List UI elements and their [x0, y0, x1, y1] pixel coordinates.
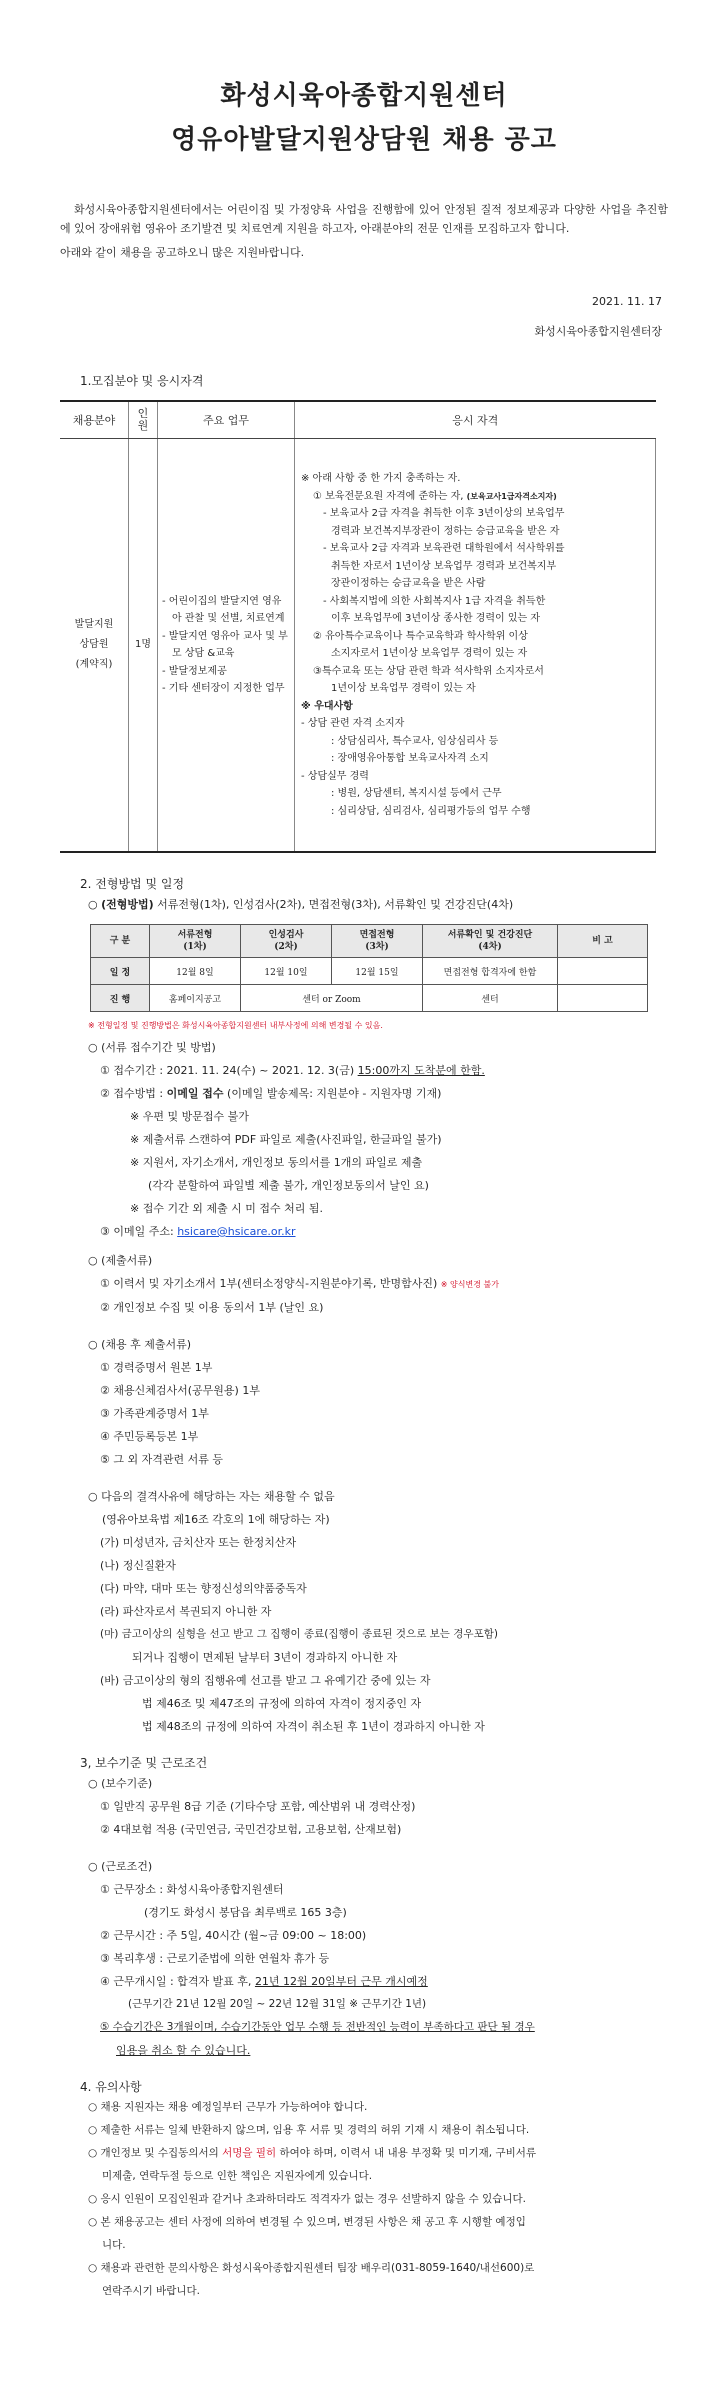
receipt-note: ※ 우편 및 방문접수 불가 [130, 1110, 249, 1123]
field-cell [60, 439, 129, 853]
doc-note: ※ 양식변경 불가 [440, 1280, 499, 1289]
note-item: ○ 제출한 서류는 일체 반환하지 않으며, 임용 후 서류 및 경력의 허위 기재 시 채용이 취소됩니다. [88, 2124, 530, 2136]
label-text: (보수기준) [101, 1777, 153, 1790]
disq-item: (가) 미성년자, 금치산자 또는 한정치산자 [100, 1536, 297, 1549]
note-item: 미제출, 연락두절 등으로 인한 책임은 지원자에게 있습니다. [102, 2170, 373, 2182]
qual-note: (보육교사1급자격소지자) [466, 491, 557, 501]
qual-line: 소지자로서 1년이상 보육업무 경력이 있는 자 [331, 648, 528, 659]
center-title: 화성시육아종합지원센터 [220, 81, 508, 111]
work-item: (경기도 화성시 봉담읍 최루백로 165 3층) [144, 1906, 347, 1919]
work-item: ① 근무장소 : 화성시육아종합지원센터 [100, 1883, 284, 1896]
header-text: 면접전형 [359, 930, 395, 940]
work-item [88, 1970, 668, 1993]
work-item: 임용을 취소 할 수 있습니다. [116, 2044, 251, 2057]
schedule-cell: 홈페이지공고 [150, 985, 241, 1012]
issuer: 화성시육아종합지원센터장 [534, 325, 662, 338]
docs-label: ○ (제출서류) [88, 1254, 153, 1267]
col-qualifications: 응시 자격 [295, 401, 656, 439]
note-item: ○ 본 채용공고는 센터 사정에 의하여 변경될 수 있으며, 변경된 사항은 채 공고 후 시행할 예정입 [88, 2216, 526, 2228]
text: ① 접수기간 : 2021. 11. 24(수) ~ 2021. 12. 3(금) [100, 1064, 358, 1077]
disq-item: (나) 정신질환자 [100, 1559, 176, 1572]
text: 응시 인원이 모집인원과 같거나 초과하더라도 적격자가 없는 경우 선발하지 않을 수 있습니다. [100, 2193, 526, 2205]
text: 본 채용공고는 센터 사정에 의하여 변경될 수 있으며, 변경된 사항은 채 공고 후 시행할 예정입 [100, 2216, 526, 2228]
qual-line: 장관이정하는 승급교육을 받은 사람 [331, 578, 486, 589]
text: 개인정보 및 수집동의서의 [100, 2147, 223, 2159]
receipt-block [88, 1036, 668, 1243]
disq-item: (마) 금고이상의 실형을 선고 받고 그 집행이 종료(집행이 종료된 것으로 보는 경우포함) [100, 1628, 498, 1640]
text: 하여야 하며, 이력서 내 내용 부정확 및 미기재, 구비서류 [276, 2147, 537, 2159]
qual-line: : 병원, 상담센터, 복지시설 등에서 근무 [331, 788, 502, 799]
disq-item: (바) 금고이상의 형의 집행유예 선고를 받고 그 유예기간 중에 있는 자 [100, 1674, 431, 1687]
disq-item: 법 제46조 및 제47조의 규정에 의하여 자격이 정지중인 자 [142, 1697, 422, 1710]
col-field: 채용분야 [60, 401, 129, 439]
qual-line: 이후 보육업무에 3년이상 종사한 경력이 있는 자 [331, 613, 540, 624]
intro-paragraph: 화성시육아종합지원센터에서는 어린이집 및 가정양육 사업을 진행함에 있어 안정된 질적 정보제공과 다양한 사업을 추진함에 있어 장애위험 영유아 조기발견 및 치료연계 지원을 하고자, 아래분야의 전문 인재를 모집하고자 합니다. [60, 203, 668, 235]
qual-line: ② 유아특수교육이나 특수교육학과 학사학위 이상 [313, 630, 528, 642]
section1-heading: 1.모집분야 및 응시자격 [80, 374, 204, 388]
schedule-header: 구 분 [91, 925, 150, 958]
qual-line: 1년이상 보육업무 경력이 있는 자 [331, 683, 476, 694]
schedule-cell: 면접전형 합격자에 한함 [423, 958, 558, 985]
header-text: (3차) [365, 942, 389, 952]
notes-block [88, 2096, 668, 2303]
section2-heading: 2. 전형방법 및 일정 [80, 877, 185, 891]
after-docs-block [88, 1333, 668, 1471]
note-item: ○ 개인정보 및 수집동의서의 서명을 필히 하여야 하며, 이력서 내 내용 부정확 및 미기재, 구비서류 [88, 2147, 537, 2159]
text: 제출한 서류는 일체 반환하지 않으며, 임용 후 서류 및 경력의 허위 기재 시 채용이 취소됩니다. [100, 2124, 530, 2136]
email-link[interactable]: hsicare@hsicare.or.kr [177, 1225, 296, 1238]
text: ① 이력서 및 자기소개서 1부(센터소정양식-지원분야기록, 반명함사진) [100, 1277, 438, 1290]
issue-info [60, 292, 668, 342]
disq-sub: (영유아보육법 제16조 각호의 1에 해당하는 자) [102, 1513, 330, 1526]
label-text: (서류 접수기간 및 방법) [101, 1041, 216, 1054]
qual-line [301, 488, 649, 506]
field-line: 발달지원 [74, 619, 114, 630]
work-item: ③ 복리후생 : 근로기준법에 의한 연월차 휴가 등 [100, 1952, 330, 1965]
duty-item: - 발달지연 영유아 교사 및 부모 상담 &교육 [162, 630, 288, 659]
notice-title: 영유아발달지원상담원 채용 공고 [171, 125, 557, 155]
selection-method: ○ (전형방법) 서류전형(1차), 인성검사(2차), 면접전형(3차), 서류확인 및 건강진단(4차) [88, 898, 514, 911]
receipt-period [88, 1059, 668, 1082]
header-text: (1차) [183, 942, 207, 952]
field-line: (계약직) [75, 659, 113, 670]
schedule-cell [558, 958, 648, 985]
recruitment-field-table [60, 400, 656, 853]
label-text: (제출서류) [101, 1254, 153, 1267]
col-headcount: 인 원 [129, 401, 158, 439]
disq-item: (라) 파산자로서 복권되지 아니한 자 [100, 1605, 272, 1618]
note-item: 니다. [102, 2239, 126, 2251]
issue-date: 2021. 11. 17 [592, 295, 662, 308]
text: 서명을 필히 [222, 2147, 277, 2159]
text: 15:00까지 도착분에 한함. [357, 1064, 485, 1077]
schedule-header [241, 925, 332, 958]
disq-item: 되거나 집행이 면제된 날부터 3년이 경과하지 아니한 자 [132, 1651, 398, 1664]
schedule-header: 비 고 [558, 925, 648, 958]
duty-item: - 발달정보제공 [162, 665, 227, 677]
text: ④ 근무개시일 : 합격자 발표 후, [100, 1975, 255, 1988]
after-doc-item: ⑤ 그 외 자격관련 서류 등 [100, 1453, 223, 1466]
disq-item: 법 제48조의 규정에 의하여 자격이 취소된 후 1년이 경과하지 아니한 자 [142, 1720, 485, 1733]
doc-item: ② 개인정보 수집 및 이용 동의서 1부 (날인 요) [100, 1301, 324, 1314]
after-doc-item: ④ 주민등록등본 1부 [100, 1430, 199, 1443]
pay-block [88, 1772, 668, 1841]
schedule-cell: 센터 [423, 985, 558, 1012]
qual-text: ① 보육전문요원 자격에 준하는 자, [313, 490, 464, 502]
qual-line: 경력과 보건복지부장관이 정하는 승급교육을 받은 자 [331, 525, 560, 537]
schedule-table [90, 924, 648, 1012]
qual-line: : 심리상담, 심리검사, 심리평가등의 업무 수행 [331, 805, 531, 817]
qualifications-cell [295, 439, 656, 853]
pay-item: ① 일반직 공무원 8급 기준 (기타수당 포함, 예산범위 내 경력산정) [100, 1800, 416, 1813]
schedule-cell [558, 985, 648, 1012]
schedule-note: ※ 전형일정 및 진행방법은 화성시육아종합지원센터 내부사정에 의해 변경될 수 있음. [88, 1021, 383, 1030]
schedule-cell: 12월 10일 [241, 958, 332, 985]
method-label: (전형방법) [101, 898, 154, 911]
header-text: 서류전형 [177, 930, 213, 940]
label-text: (근로조건) [101, 1860, 153, 1873]
qual-line: - 상담실무 경력 [301, 770, 369, 782]
pay-item: ② 4대보험 적용 (국민연금, 국민건강보험, 고용보험, 산재보험) [100, 1823, 402, 1836]
doc-item [88, 1272, 668, 1296]
receipt-email [88, 1220, 668, 1243]
qual-line: 취득한 자로서 1년이상 보육업무 경력과 보건복지부 [331, 560, 557, 572]
receipt-note: ※ 접수 기간 외 제출 시 미 접수 처리 됨. [130, 1202, 323, 1215]
after-doc-item: ① 경력증명서 원본 1부 [100, 1361, 213, 1374]
qual-line: : 상담심리사, 특수교사, 임상심리사 등 [331, 735, 499, 747]
disq-item: (다) 마약, 대마 또는 향정신성의약품중독자 [100, 1582, 307, 1595]
work-block [88, 1855, 668, 2062]
work-label: ○ (근로조건) [88, 1860, 153, 1873]
receipt-method [88, 1082, 668, 1105]
work-item: ② 근무시간 : 주 5일, 40시간 (월~금 09:00 ~ 18:00) [100, 1929, 367, 1942]
disqualification-block [88, 1485, 668, 1738]
qual-line: : 장애영유아통합 보육교사자격 소지 [331, 753, 489, 764]
schedule-header [423, 925, 558, 958]
note-item: ○ 채용과 관련한 문의사항은 화성시육아종합지원센터 팀장 배우리(031-8059-1640/내선600)로 [88, 2262, 535, 2274]
duty-item: - 기타 센터장이 지정한 업무 [162, 683, 285, 694]
note-item: 연락주시기 바랍니다. [102, 2285, 200, 2297]
label-text: (채용 후 제출서류) [101, 1338, 192, 1351]
header-text: (2차) [274, 942, 298, 952]
intro-request: 아래와 같이 채용을 공고하오니 많은 지원바랍니다. [60, 246, 305, 259]
work-item: ⑤ 수습기간은 3개월이며, 수습기간동안 업무 수행 등 전반적인 능력이 부족하다고 판단 될 경우 [100, 2021, 535, 2033]
qual-line: ③특수교육 또는 상담 관련 학과 석사학위 소지자로서 [313, 665, 544, 677]
schedule-cell: 센터 or Zoom [241, 985, 423, 1012]
field-line: 상담원 [79, 639, 109, 650]
header-text: 인성검사 [268, 930, 304, 940]
duty-item: - 어린이집의 발달지연 영유아 관찰 및 선별, 치료연계 [162, 595, 285, 624]
section3-heading: 3, 보수기준 및 근로조건 [80, 1756, 208, 1770]
after-docs-label: ○ (채용 후 제출서류) [88, 1338, 192, 1351]
schedule-header [332, 925, 423, 958]
duties-cell [158, 439, 295, 853]
qual-line: - 사회복지법에 의한 사회복지사 1급 자격을 취득한 [323, 595, 546, 607]
after-doc-item: ③ 가족관계증명서 1부 [100, 1407, 209, 1420]
docs-block [88, 1249, 668, 1319]
qual-line: - 상담 관련 자격 소지자 [301, 718, 405, 729]
schedule-cell: 12월 8일 [150, 958, 241, 985]
text: (이메일 발송제목: 지원분야 - 지원자명 기재) [223, 1087, 442, 1100]
qual-line: - 보육교사 2급 자격과 보육관련 대학원에서 석사학위를 [323, 543, 565, 554]
method-text: 서류전형(1차), 인성검사(2차), 면접전형(3차), 서류확인 및 건강진단(4차) [153, 898, 514, 911]
text: 이메일 접수 [166, 1087, 224, 1100]
header-text: 서류확인 및 건강진단 [447, 930, 533, 940]
receipt-note: ※ 제출서류 스캔하여 PDF 파일로 제출(사진파일, 한글파일 불가) [130, 1133, 442, 1146]
after-doc-item: ② 채용신체검사서(공무원용) 1부 [100, 1384, 260, 1397]
label-text: 다음의 결격사유에 해당하는 자는 채용할 수 없음 [101, 1490, 335, 1503]
receipt-note: ※ 지원서, 자기소개서, 개인정보 동의서를 1개의 파일로 제출 [130, 1156, 423, 1169]
work-item: (근무기간 21년 12월 20일 ~ 22년 12월 31일 ※ 근무기간 1년) [128, 1998, 427, 2010]
receipt-note: (각각 분할하여 파일별 제출 불가, 개인정보동의서 날인 요) [148, 1179, 429, 1192]
col-duties: 주요 업무 [158, 401, 295, 439]
text: ③ 이메일 주소: [100, 1225, 178, 1238]
header-text: (4차) [478, 942, 502, 952]
schedule-header [150, 925, 241, 958]
qual-line: ※ 우대사항 [301, 700, 353, 712]
headcount-cell: 1명 [129, 439, 158, 853]
note-item: ○ 채용 지원자는 채용 예정일부터 근무가 가능하여야 합니다. [88, 2101, 368, 2113]
schedule-row-label: 일 정 [91, 958, 150, 985]
text: 채용 지원자는 채용 예정일부터 근무가 가능하여야 합니다. [100, 2101, 368, 2113]
text: 21년 12월 20일부터 근무 개시예정 [254, 1975, 428, 1988]
schedule-row-label: 진 행 [91, 985, 150, 1012]
pay-label: ○ (보수기준) [88, 1777, 153, 1790]
note-item: ○ 응시 인원이 모집인원과 같거나 초과하더라도 적격자가 없는 경우 선발하지 않을 수 있습니다. [88, 2193, 526, 2205]
disq-label: ○ 다음의 결격사유에 해당하는 자는 채용할 수 없음 [88, 1490, 335, 1503]
section4-heading: 4. 유의사항 [80, 2080, 142, 2094]
receipt-label: ○ (서류 접수기간 및 방법) [88, 1041, 216, 1054]
text: 채용과 관련한 문의사항은 화성시육아종합지원센터 팀장 배우리(031-8059-1640/내선600)로 [100, 2262, 535, 2274]
qual-line: - 보육교사 2급 자격을 취득한 이후 3년이상의 보육업무 [323, 508, 565, 519]
schedule-cell: 12월 15일 [332, 958, 423, 985]
qual-line: ※ 아래 사항 중 한 가지 충족하는 자. [301, 473, 461, 484]
text: ② 접수방법 : [100, 1087, 167, 1100]
